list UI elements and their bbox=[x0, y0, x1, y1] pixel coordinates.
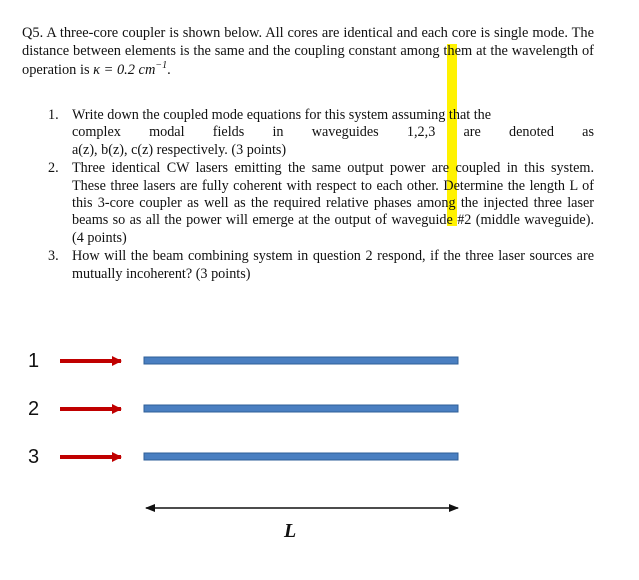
intro-line-3: at the wavelength of operation is bbox=[22, 43, 594, 78]
coupler-diagram bbox=[0, 330, 639, 580]
item-1-line-3: a(z), b(z), c(z) respectively. (3 points) bbox=[72, 141, 287, 158]
question-item-1 bbox=[36, 107, 594, 159]
item-2-text: Three identical CW lasers emitting the same output power are coupled in this system. These three lasers are fully coherent with respect to each other. Determine the length L of this 3-core coupler as well as the required relative phases among the injected three laser beams so as all the power will emerge at the output of waveguide #2 (middle waveguide). (4 points) bbox=[72, 160, 594, 246]
question-intro bbox=[22, 24, 594, 79]
waveguide-number-1: 1 bbox=[28, 350, 40, 372]
question-item-3 bbox=[36, 248, 594, 283]
waveguide-1 bbox=[144, 357, 458, 364]
item-number: 3. bbox=[48, 248, 59, 265]
kappa-exponent: −1 bbox=[155, 59, 168, 71]
item-number: 1. bbox=[48, 107, 59, 123]
question-label: Q5. bbox=[22, 25, 44, 41]
waveguide-number-3: 3 bbox=[28, 446, 40, 468]
item-number: 2. bbox=[48, 160, 59, 177]
intro-line-1: A three-core coupler is shown below. All cores are identical and each core is single bbox=[46, 25, 529, 41]
item-1-line-2: complex modal fields in waveguides 1,2,3 are denoted as bbox=[72, 124, 594, 141]
item-3-text: How will the beam combining system in question 2 respond, if the three laser sources are mutually incoherent? (3 points) bbox=[72, 248, 594, 282]
waveguide-3 bbox=[144, 453, 458, 460]
item-1-line-1: Write down the coupled mode equations for this system assuming that the bbox=[72, 107, 492, 123]
question-items bbox=[36, 107, 594, 284]
waveguide-number-2: 2 bbox=[28, 398, 40, 420]
length-label: L bbox=[284, 520, 297, 542]
intro-line-2: mode. The distance between elements is the same and the coupling constant among them bbox=[22, 25, 594, 60]
intro-line-3-end: . bbox=[167, 61, 171, 78]
waveguide-2 bbox=[144, 405, 458, 412]
question-item-2 bbox=[36, 160, 594, 247]
kappa-value: κ = 0.2 $cm^{-1}$ bbox=[93, 59, 168, 78]
